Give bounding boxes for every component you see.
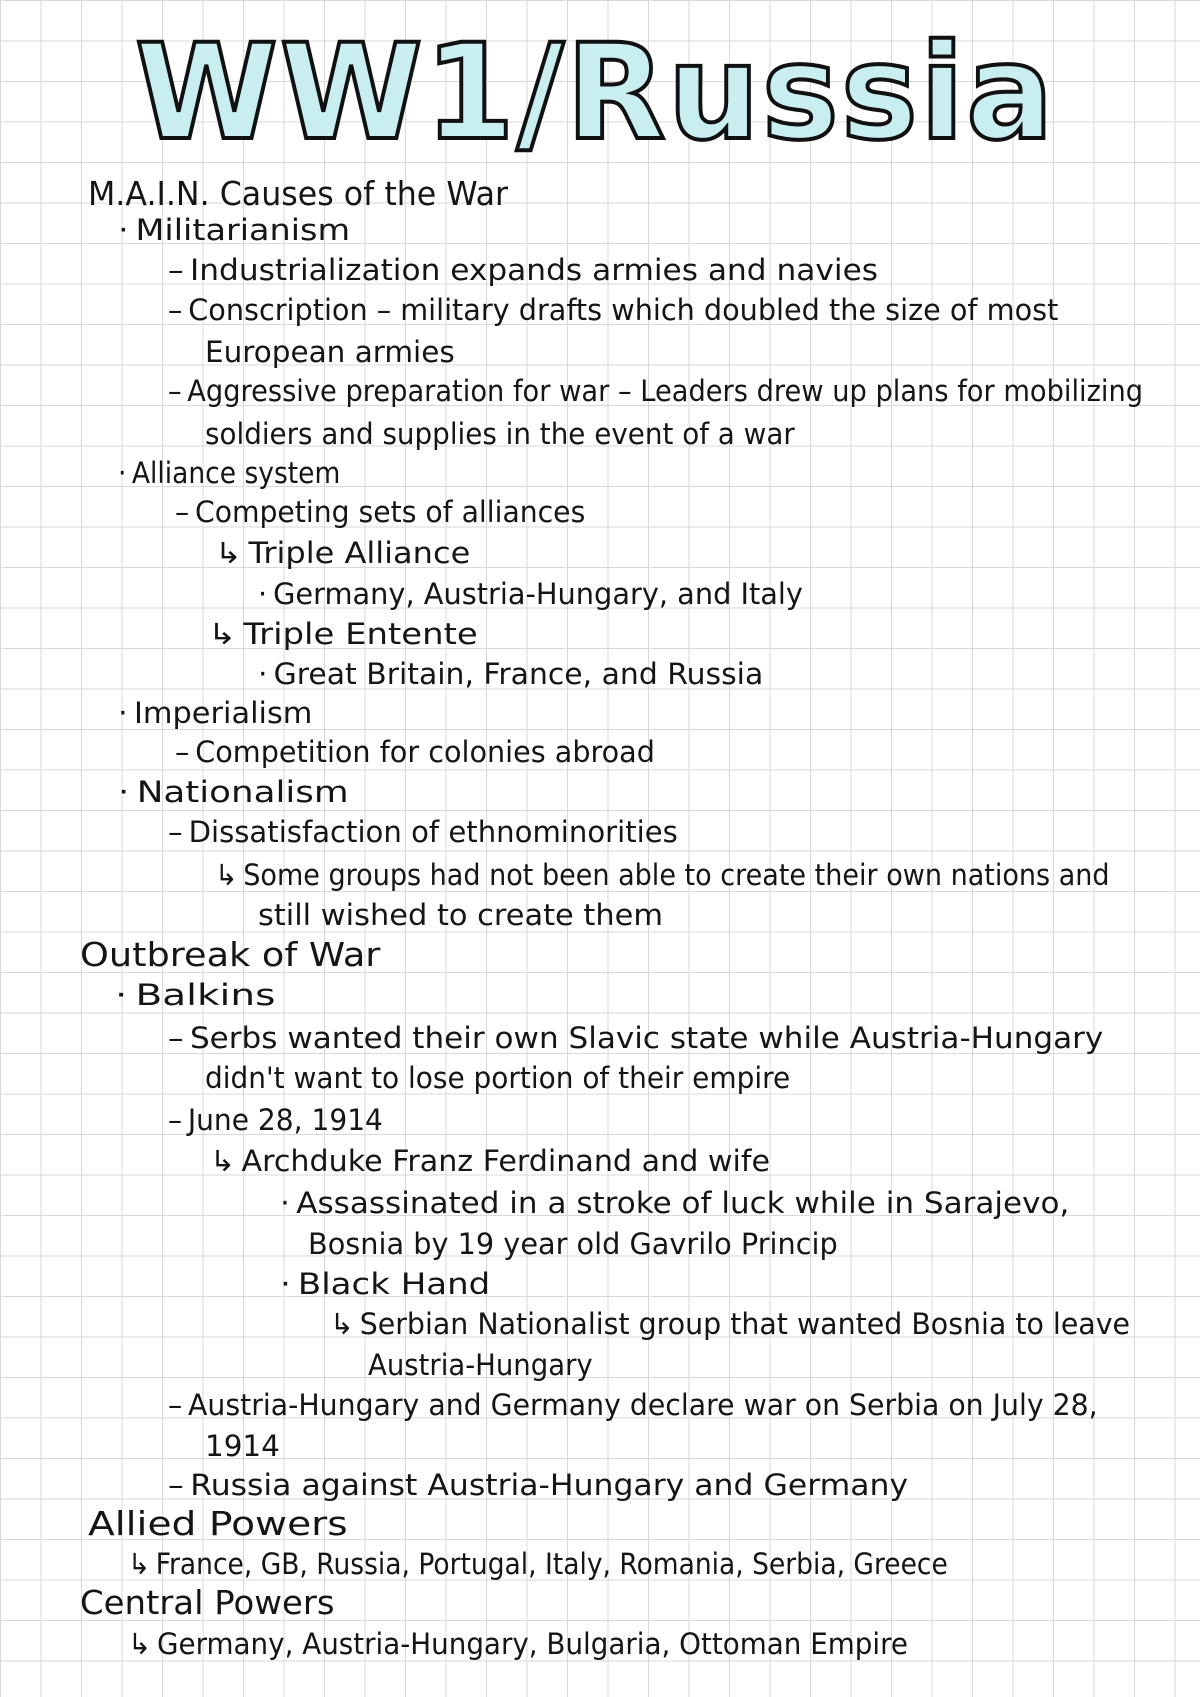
note-line-militarism-2a — [168, 292, 1058, 328]
note-line-allied-heading — [88, 1506, 348, 1542]
note-line-nationalism — [118, 774, 349, 810]
note-text: Militarianism — [135, 213, 351, 247]
note-line-outbreak-heading — [80, 937, 380, 973]
note-text: Germany, Austria-Hungary, and Italy — [273, 577, 803, 611]
note-line-alliance-4 — [208, 616, 478, 652]
note-text: M.A.I.N. Causes of the War — [88, 174, 508, 213]
note-line-alliance-5 — [258, 656, 763, 692]
note-line-imperialism-1 — [175, 734, 655, 770]
note-line-balkins-6b — [368, 1347, 593, 1383]
bullet-marker: – — [168, 1388, 183, 1422]
note-text: Some groups had not been able to create their own nations and — [243, 858, 1110, 892]
note-text: 1914 — [205, 1429, 280, 1463]
note-line-militarism-2b — [205, 334, 455, 370]
note-line-balkins-1b — [205, 1060, 790, 1096]
bullet-marker: · — [115, 978, 128, 1012]
note-line-balkins-8 — [168, 1467, 908, 1503]
note-text: Industrialization expands armies and navies — [190, 253, 879, 287]
bullet-marker: ↳ — [210, 1144, 236, 1178]
bullet-marker: – — [175, 495, 190, 529]
note-line-allied-1 — [128, 1546, 948, 1582]
note-text: European armies — [205, 335, 455, 369]
note-line-alliance-1 — [175, 494, 585, 530]
bullet-marker: · — [280, 1267, 291, 1301]
note-line-balkins-5 — [280, 1266, 490, 1302]
page-title: WW1/Russia — [135, 16, 1056, 170]
note-text: Black Hand — [297, 1267, 491, 1301]
note-text: Assassinated in a stroke of luck while in Sarajevo, — [296, 1186, 1070, 1220]
bullet-marker: · — [280, 1186, 290, 1220]
note-text: Great Britain, France, and Russia — [273, 657, 764, 691]
bullet-marker: – — [168, 293, 183, 327]
bullet-marker: – — [175, 735, 190, 769]
bullet-marker: ↳ — [330, 1307, 354, 1341]
note-line-central-1 — [128, 1626, 908, 1662]
note-line-alliance-3 — [258, 576, 803, 612]
note-text: Russia against Austria-Hungary and Germany — [190, 1468, 909, 1502]
note-text: Competition for colonies abroad — [195, 735, 655, 769]
note-text: Austria-Hungary — [368, 1348, 593, 1382]
note-line-central-heading — [80, 1585, 335, 1621]
note-line-balkins-4a — [280, 1185, 1069, 1221]
note-text: France, GB, Russia, Portugal, Italy, Romania, Serbia, Greece — [155, 1547, 948, 1581]
note-text: Dissatisfaction of ethnominorities — [188, 815, 678, 849]
note-line-alliance-2 — [215, 535, 470, 571]
note-line-balkins-3 — [210, 1143, 770, 1179]
note-line-balkins — [115, 977, 275, 1013]
note-line-balkins-6a — [330, 1306, 1130, 1342]
note-text: June 28, 1914 — [187, 1103, 383, 1137]
bullet-marker: · — [118, 696, 128, 730]
note-text: Alliance system — [131, 456, 341, 490]
bullet-marker: · — [258, 577, 268, 611]
bullet-marker: – — [168, 1021, 184, 1055]
note-text: Allied Powers — [88, 1504, 348, 1543]
bullet-marker: ↳ — [128, 1627, 152, 1661]
note-text: Germany, Austria-Hungary, Bulgaria, Ottoman Empire — [157, 1627, 908, 1661]
note-line-balkins-7b — [205, 1428, 280, 1464]
note-line-balkins-4b — [308, 1226, 838, 1262]
note-line-militarism-3a — [168, 373, 1143, 409]
bullet-marker: ↳ — [215, 536, 242, 570]
note-text: Imperialism — [133, 696, 313, 730]
note-line-alliance — [118, 455, 340, 491]
bullet-marker: ↳ — [215, 858, 238, 892]
note-line-balkins-2 — [168, 1102, 383, 1138]
bullet-marker: · — [118, 456, 127, 490]
bullet-marker: · — [118, 213, 129, 247]
note-line-imperialism — [118, 695, 312, 731]
note-text: Bosnia by 19 year old Gavrilo Princip — [308, 1227, 838, 1261]
bullet-marker: · — [258, 657, 268, 691]
bullet-marker: – — [168, 1468, 184, 1502]
note-text: Serbian Nationalist group that wanted Bosnia to leave — [359, 1307, 1131, 1341]
note-text: Aggressive preparation for war – Leaders drew up plans for mobilizing — [187, 374, 1144, 408]
note-text: Balkins — [135, 978, 276, 1012]
note-text: Serbs wanted their own Slavic state while Austria-Hungary — [189, 1021, 1104, 1055]
note-line-nationalism-1 — [168, 814, 678, 850]
bullet-marker: – — [168, 1103, 183, 1137]
note-text: Nationalism — [136, 775, 349, 809]
note-text: Outbreak of War — [80, 935, 381, 974]
note-line-militarism — [118, 212, 350, 248]
note-text: Archduke Franz Ferdinand and wife — [241, 1144, 771, 1178]
note-line-nationalism-2b — [258, 897, 663, 933]
note-text: didn't want to lose portion of their empire — [205, 1061, 791, 1095]
note-text: soldiers and supplies in the event of a war — [205, 417, 795, 451]
bullet-marker: – — [168, 253, 184, 287]
bullet-marker: ↳ — [128, 1547, 151, 1581]
note-text: Triple Entente — [243, 617, 478, 651]
note-line-balkins-7a — [168, 1387, 1098, 1423]
note-text: still wished to create them — [258, 898, 663, 932]
note-text: Austria-Hungary and Germany declare war on Serbia on July 28, — [188, 1388, 1098, 1422]
note-text: Central Powers — [80, 1583, 335, 1622]
bullet-marker: – — [168, 374, 182, 408]
note-line-main-heading — [88, 176, 508, 212]
bullet-marker: – — [168, 815, 183, 849]
note-text: Conscription – military drafts which doubled the size of most — [188, 293, 1059, 327]
bullet-marker: · — [118, 775, 130, 809]
note-line-nationalism-2a — [215, 857, 1110, 893]
note-text: Competing sets of alliances — [194, 495, 586, 529]
note-line-militarism-3b — [205, 416, 795, 452]
bullet-marker: ↳ — [208, 617, 237, 651]
note-line-balkins-1a — [168, 1020, 1103, 1056]
note-line-militarism-1 — [168, 252, 878, 288]
note-text: Triple Alliance — [248, 536, 471, 570]
